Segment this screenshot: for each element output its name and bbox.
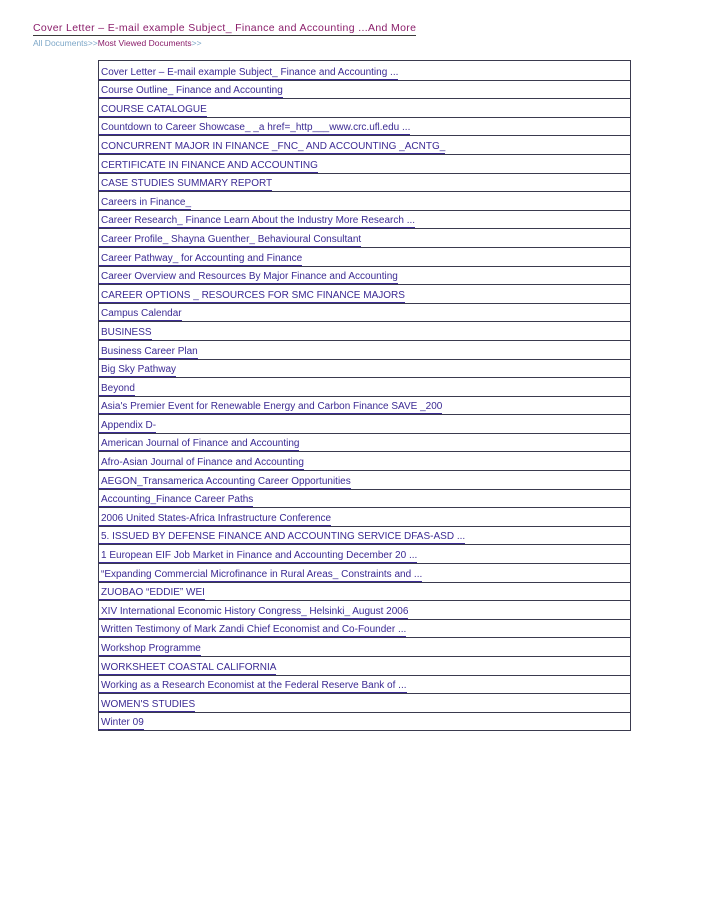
table-row — [99, 228, 630, 247]
table-row — [99, 210, 630, 229]
document-link[interactable]: Asia's Premier Event for Renewable Energy and Carbon Finance SAVE _200 — [101, 401, 443, 413]
document-link[interactable]: Working as a Research Economist at the Federal Reserve Bank of ... — [101, 680, 407, 692]
document-link[interactable]: BUSINESS — [101, 326, 152, 338]
document-link[interactable]: CERTIFICATE IN FINANCE AND ACCOUNTING — [101, 159, 318, 171]
table-row — [99, 507, 630, 526]
table-row — [99, 359, 630, 378]
table-row — [99, 284, 630, 303]
document-link[interactable]: AEGON_Transamerica Accounting Career Opportunities — [101, 475, 351, 487]
table-row — [99, 303, 630, 322]
page-title: Cover Letter – E-mail example Subject_ Finance and Accounting ...And More — [33, 22, 417, 34]
breadcrumb — [33, 38, 202, 48]
table-row — [99, 135, 630, 154]
document-link[interactable]: Big Sky Pathway — [101, 364, 177, 376]
table-row — [99, 656, 630, 675]
document-link[interactable]: Course Outline_ Finance and Accounting — [101, 85, 283, 97]
table-row — [99, 526, 630, 545]
table-row — [99, 396, 630, 415]
document-link[interactable]: Career Research_ Finance Learn About the Industry More Research ... — [101, 215, 416, 227]
table-row — [99, 340, 630, 359]
table-row — [99, 191, 630, 210]
document-link[interactable]: Winter 09 — [101, 717, 144, 729]
table-row — [99, 80, 630, 99]
document-link[interactable]: CONCURRENT MAJOR IN FINANCE _FNC_ AND ACCOUNTING _ACNTG_ — [101, 140, 446, 152]
table-row — [99, 154, 630, 173]
table-row — [99, 712, 630, 731]
document-link[interactable]: 2006 United States-Africa Infrastructure Conference — [101, 512, 332, 524]
document-link[interactable]: Cover Letter – E-mail example Subject_ Finance and Accounting ... — [101, 66, 399, 78]
table-row — [99, 489, 630, 508]
table-row — [99, 637, 630, 656]
table-row — [99, 619, 630, 638]
document-link[interactable]: Countdown to Career Showcase_ _a href=_http___www.crc.ufl.edu ... — [101, 122, 411, 134]
document-link[interactable]: Campus Calendar — [101, 308, 182, 320]
table-row — [99, 675, 630, 694]
table-row — [99, 266, 630, 285]
document-link[interactable]: ZUOBAO “EDDIE” WEI — [101, 587, 205, 599]
table-row — [99, 582, 630, 601]
document-link[interactable]: “Expanding Commercial Microfinance in Rural Areas_ Constraints and ... — [101, 568, 423, 580]
table-row — [99, 173, 630, 192]
document-link[interactable]: Business Career Plan — [101, 345, 198, 357]
document-link[interactable]: Career Profile_ Shayna Guenther_ Behavioural Consultant — [101, 233, 362, 245]
document-link[interactable]: Written Testimony of Mark Zandi Chief Economist and Co-Founder ... — [101, 624, 407, 636]
table-row — [99, 321, 630, 340]
document-link[interactable]: WOMEN'S STUDIES — [101, 698, 196, 710]
document-link[interactable]: Beyond — [101, 382, 135, 394]
document-link[interactable]: 1 European EIF Job Market in Finance and Accounting December 20 ... — [101, 550, 418, 562]
breadcrumb-separator: >> — [87, 38, 98, 48]
table-row — [99, 451, 630, 470]
table-row — [99, 61, 630, 80]
table-row — [99, 414, 630, 433]
table-row — [99, 433, 630, 452]
document-link[interactable]: Accounting_Finance Career Paths — [101, 494, 254, 506]
table-row — [99, 98, 630, 117]
document-link[interactable]: American Journal of Finance and Accounting — [101, 438, 300, 450]
document-link[interactable]: 5. ISSUED BY DEFENSE FINANCE AND ACCOUNTING SERVICE DFAS-ASD ... — [101, 531, 466, 543]
document-link[interactable]: Afro-Asian Journal of Finance and Accounting — [101, 457, 304, 469]
document-list-table — [98, 60, 631, 731]
table-row — [99, 693, 630, 712]
document-link[interactable]: Career Pathway_ for Accounting and Finance — [101, 252, 303, 264]
table-row — [99, 600, 630, 619]
breadcrumb-most-viewed-link[interactable]: Most Viewed Documents — [97, 38, 192, 48]
breadcrumb-trailing-separator: >> — [191, 38, 202, 48]
breadcrumb-all-documents-link[interactable]: All Documents — [33, 38, 88, 48]
table-row — [99, 117, 630, 136]
document-link[interactable]: WORKSHEET COASTAL CALIFORNIA — [101, 661, 277, 673]
table-row — [99, 563, 630, 582]
table-row — [99, 544, 630, 563]
document-link[interactable]: CAREER OPTIONS _ RESOURCES FOR SMC FINANCE MAJORS — [101, 289, 405, 301]
document-link[interactable]: CASE STUDIES SUMMARY REPORT — [101, 178, 273, 190]
document-link[interactable]: Workshop Programme — [101, 643, 201, 654]
table-row — [99, 470, 630, 489]
table-row — [99, 377, 630, 396]
document-link[interactable]: Career Overview and Resources By Major Finance and Accounting — [101, 271, 398, 283]
document-link[interactable]: Appendix D- — [101, 419, 157, 431]
document-link[interactable]: Careers in Finance_ — [101, 196, 192, 208]
document-link[interactable]: XIV International Economic History Congress_ Helsinki_ August 2006 — [101, 605, 409, 617]
table-row — [99, 247, 630, 266]
document-link[interactable]: COURSE CATALOGUE — [101, 103, 207, 115]
